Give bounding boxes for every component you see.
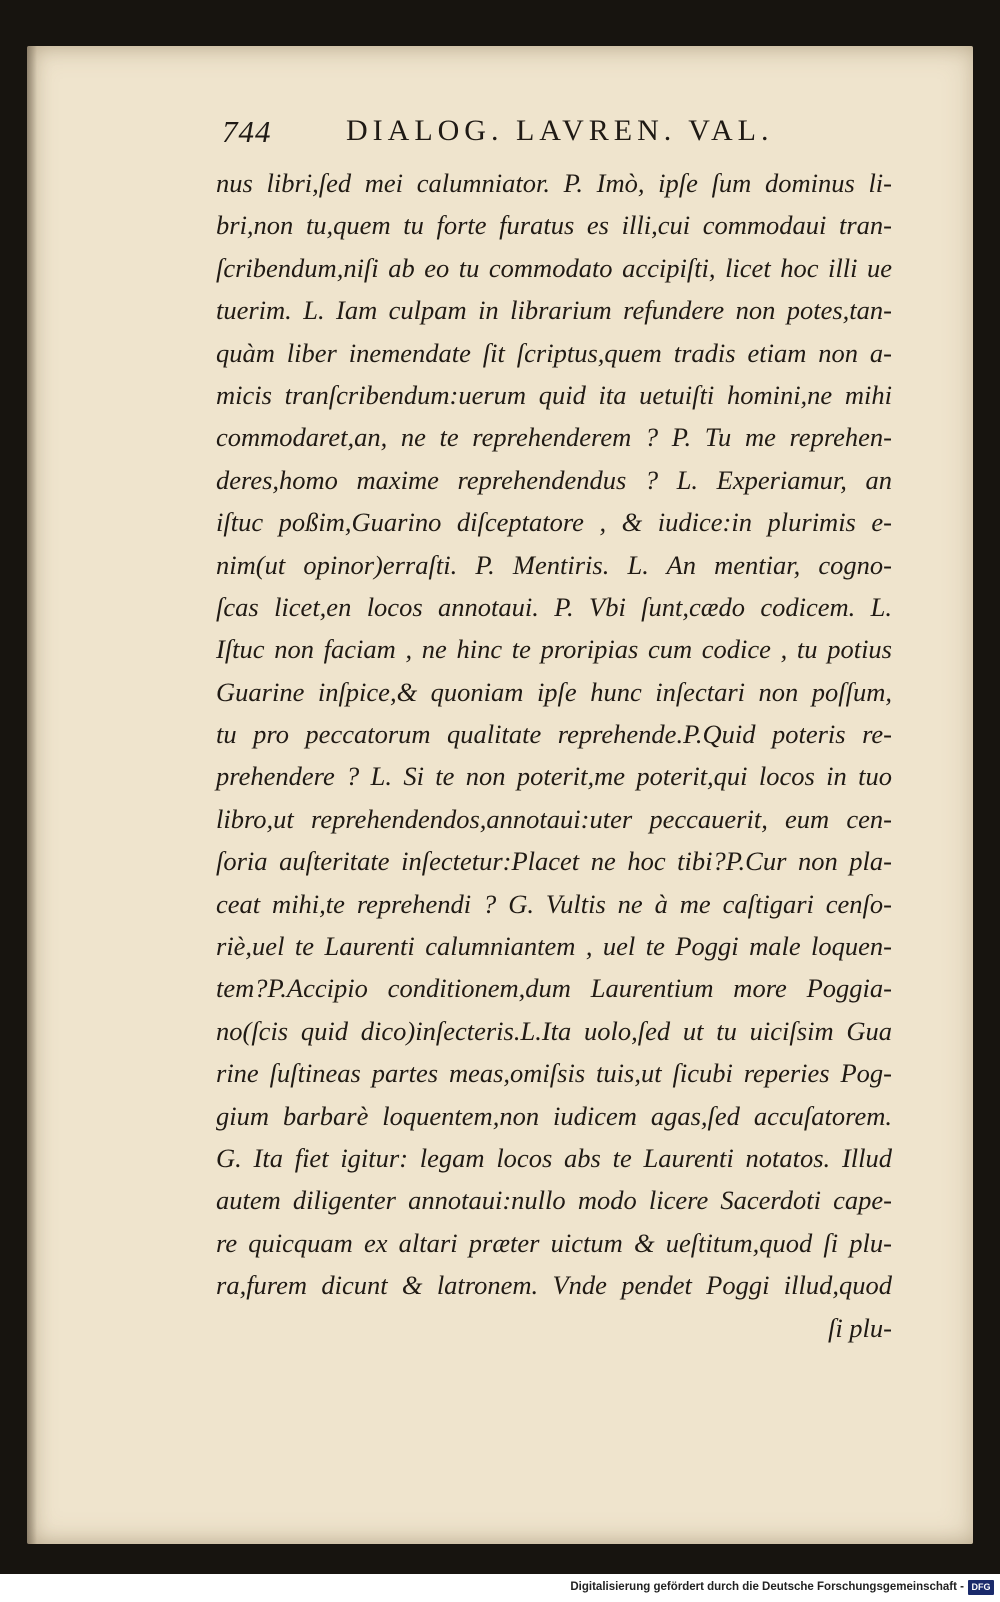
text-line: nim(ut opinor)erraſti. P. Mentiris. L. An mentiar, cogno- xyxy=(216,549,892,580)
text-line: re quicquam ex altari præter uictum & ueſtitum,quod ſi plu- xyxy=(216,1227,892,1258)
text-line: ſcas licet,en locos annotaui. P. Vbi ſunt,cædo codicem. L. xyxy=(216,591,892,622)
text-line: tem?P.Accipio conditionem,dum Laurentium more Poggia- xyxy=(216,973,892,1004)
text-line: prehendere ? L. Si te non poterit,me poterit,qui locos in tuo xyxy=(216,761,892,792)
page-number: 744 xyxy=(222,114,272,149)
text-line: Iſtuc non faciam , ne hinc te proripias cum codice , tu potius xyxy=(216,634,892,665)
page-header xyxy=(222,114,922,154)
text-line: autem diligenter annotaui:nullo modo licere Sacerdoti cape- xyxy=(216,1185,892,1216)
text-line: G. Ita fiet igitur: legam locos abs te Laurenti notatos. Illud xyxy=(216,1142,892,1173)
text-line: tu pro peccatorum qualitate reprehende.P.Quid poteris re- xyxy=(216,719,892,750)
digitization-footer xyxy=(0,1574,1000,1602)
text-line: libro,ut reprehendendos,annotaui:uter peccauerit, eum cen- xyxy=(216,803,892,834)
text-line: ſoria auſteritate inſectetur:Placet ne hoc tibi?P.Cur non pla- xyxy=(216,846,892,877)
text-line: rine ſuſtineas partes meas,omiſsis tuis,ut ſicubi reperies Pog- xyxy=(216,1058,892,1089)
dfg-logo-icon: DFG xyxy=(968,1580,994,1595)
body-text xyxy=(216,162,892,1349)
text-line: riè,uel te Laurenti calumniantem , uel te Poggi male loquen- xyxy=(216,931,892,962)
text-line: ra,furem dicunt & latronem. Vnde pendet Poggi illud,quod xyxy=(216,1270,892,1301)
running-title: DIALOG. LAVREN. VAL. xyxy=(346,114,774,147)
text-line: ceat mihi,te reprehendi ? G. Vultis ne à me caſtigari cenſo- xyxy=(216,888,892,919)
page-gutter-shadow xyxy=(27,46,37,1544)
text-line: iſtuc poßim,Guarino diſceptatore , & iudice:in plurimis e- xyxy=(216,507,892,538)
text-line: Guarine inſpice,& quoniam ipſe hunc inſectari non poſſum, xyxy=(216,676,892,707)
text-line: gium barbarè loquentem,non iudicem agas,ſed accuſatorem. xyxy=(216,1100,892,1131)
text-line: tuerim. L. Iam culpam in librarium refundere non potes,tan- xyxy=(216,295,892,326)
text-line: micis tranſcribendum:uerum quid ita uetuiſti homini,ne mihi xyxy=(216,379,892,410)
text-line: ſcribendum,niſi ab eo tu commodato accipiſti, licet hoc illi ue xyxy=(216,252,892,283)
text-line: deres,homo maxime reprehendendus ? L. Experiamur, an xyxy=(216,464,892,495)
text-line: commodaret,an, ne te reprehenderem ? P. Tu me reprehen- xyxy=(216,422,892,453)
text-line: nus libri,ſed mei calumniator. P. Imò, ipſe ſum dominus li- xyxy=(216,168,892,198)
funding-credit: Digitalisierung gefördert durch die Deutsche Forschungsgemeinschaft - xyxy=(570,1581,964,1593)
catchword: ſi plu- xyxy=(827,1312,892,1343)
text-line: quàm liber inemendate ſit ſcriptus,quem tradis etiam non a- xyxy=(216,337,892,368)
text-line: no(ſcis quid dico)inſecteris.L.Ita uolo,ſed ut tu uiciſsim Gua xyxy=(216,1015,892,1046)
text-line: bri,non tu,quem tu forte furatus es illi,cui commodaui tran- xyxy=(216,210,892,241)
